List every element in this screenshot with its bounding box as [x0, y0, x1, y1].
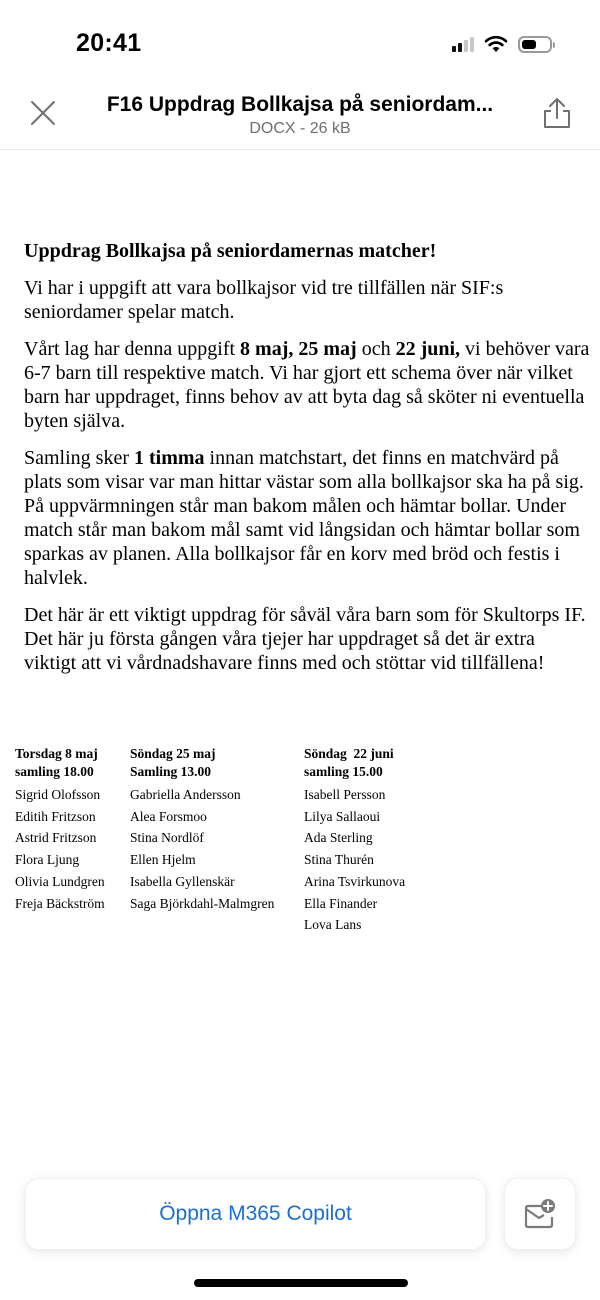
doc-paragraph-1: Vi har i uppgift att vara bollkajsor vid tre tillfällen när SIF:s seniordamer spelar match. [24, 277, 504, 323]
schedule-name: Freja Bäckström [15, 895, 105, 911]
schedule-name: Stina Nordlöf [130, 830, 204, 846]
document-meta: DOCX - 26 kB [249, 120, 351, 137]
schedule-name: Ada Sterling [304, 830, 373, 846]
doc-paragraph-4: Det här är ett viktigt uppdrag för såväl våra barn som för Skultorps IF. Det här ju första gången våra tjejer har uppdraget så det är extra viktigt att vi vårdnadshavare finns med och stöttar vid tillfällena! [24, 604, 586, 674]
schedule-column-header: Söndag 25 maj Samling 13.00 [130, 746, 216, 779]
schedule-column-header: Söndag 22 juni samling 15.00 [304, 746, 394, 779]
schedule-column [130, 745, 304, 936]
schedule-name: Arina Tsvirkunova [304, 873, 406, 889]
schedule-name: Lova Lans [304, 917, 362, 933]
close-button[interactable] [26, 96, 60, 130]
schedule-name: Ella Finander [304, 895, 378, 911]
mail-add-icon [523, 1198, 557, 1230]
document-title: F16 Uppdrag Bollkajsa på seniordam... [106, 93, 494, 116]
doc-paragraph-3: Samling sker 1 timma innan matchstart, det finns en matchvärd på plats som visar var man hittar västar som alla bollkajsor ska ha på sig. På uppvärmningen står man bakom målen och hämtar bollar. Under match står man bakom mål samt vid långsidan och hämtar bollar som sparkas av planen. Alla bollkajsor får en korv med bröd och festis i halvlek. [24, 447, 584, 589]
schedule-column [15, 745, 130, 936]
share-icon [541, 96, 573, 130]
schedule-name: Stina Thurén [304, 852, 374, 868]
schedule-name: Gabriella Andersson [130, 787, 241, 802]
schedule-name: Lilya Sallaoui [304, 808, 381, 824]
schedule-name: Isabell Persson [304, 787, 386, 802]
cellular-signal-icon [452, 36, 474, 52]
schedule-name: Alea Forsmoo [130, 808, 207, 824]
status-icons [452, 33, 552, 55]
status-time: 20:41 [76, 29, 142, 57]
schedule-name: Sigrid Olofsson [15, 787, 101, 802]
schedule-name: Flora Ljung [15, 852, 80, 868]
battery-icon [518, 36, 552, 53]
share-button[interactable] [538, 94, 576, 132]
close-icon [30, 100, 56, 126]
wifi-icon [484, 35, 508, 53]
status-bar [0, 0, 600, 80]
schedule-name: Astrid Fritzson [15, 830, 97, 846]
open-copilot-button[interactable]: Öppna M365 Copilot [25, 1178, 486, 1250]
schedule-column-header: Torsdag 8 maj samling 18.00 [15, 746, 98, 779]
doc-heading: Uppdrag Bollkajsa på seniordamernas matcher! [24, 240, 437, 262]
schedule-name: Editih Fritzson [15, 808, 96, 824]
mail-add-button[interactable] [504, 1178, 576, 1250]
schedule-column [304, 745, 504, 936]
document-body [24, 236, 590, 688]
schedule-name: Olivia Lundgren [15, 873, 105, 889]
schedule-name: Ellen Hjelm [130, 852, 196, 868]
home-indicator[interactable] [194, 1279, 408, 1287]
battery-level [522, 40, 536, 49]
bottom-action-bar [25, 1178, 575, 1250]
schedule-name: Saga Björkdahl-Malmgren [130, 895, 275, 911]
schedule-table [15, 745, 515, 936]
doc-paragraph-2: Vårt lag har denna uppgift 8 maj, 25 maj och 22 juni, vi behöver vara 6-7 barn till respektive match. Vi har gjort ett schema över när vilket barn har uppdraget, finns behov av att byta dag så sköter ni eventuella byten själva. [24, 338, 590, 432]
document-header [0, 80, 600, 150]
schedule-name: Isabella Gyllenskär [130, 873, 235, 889]
